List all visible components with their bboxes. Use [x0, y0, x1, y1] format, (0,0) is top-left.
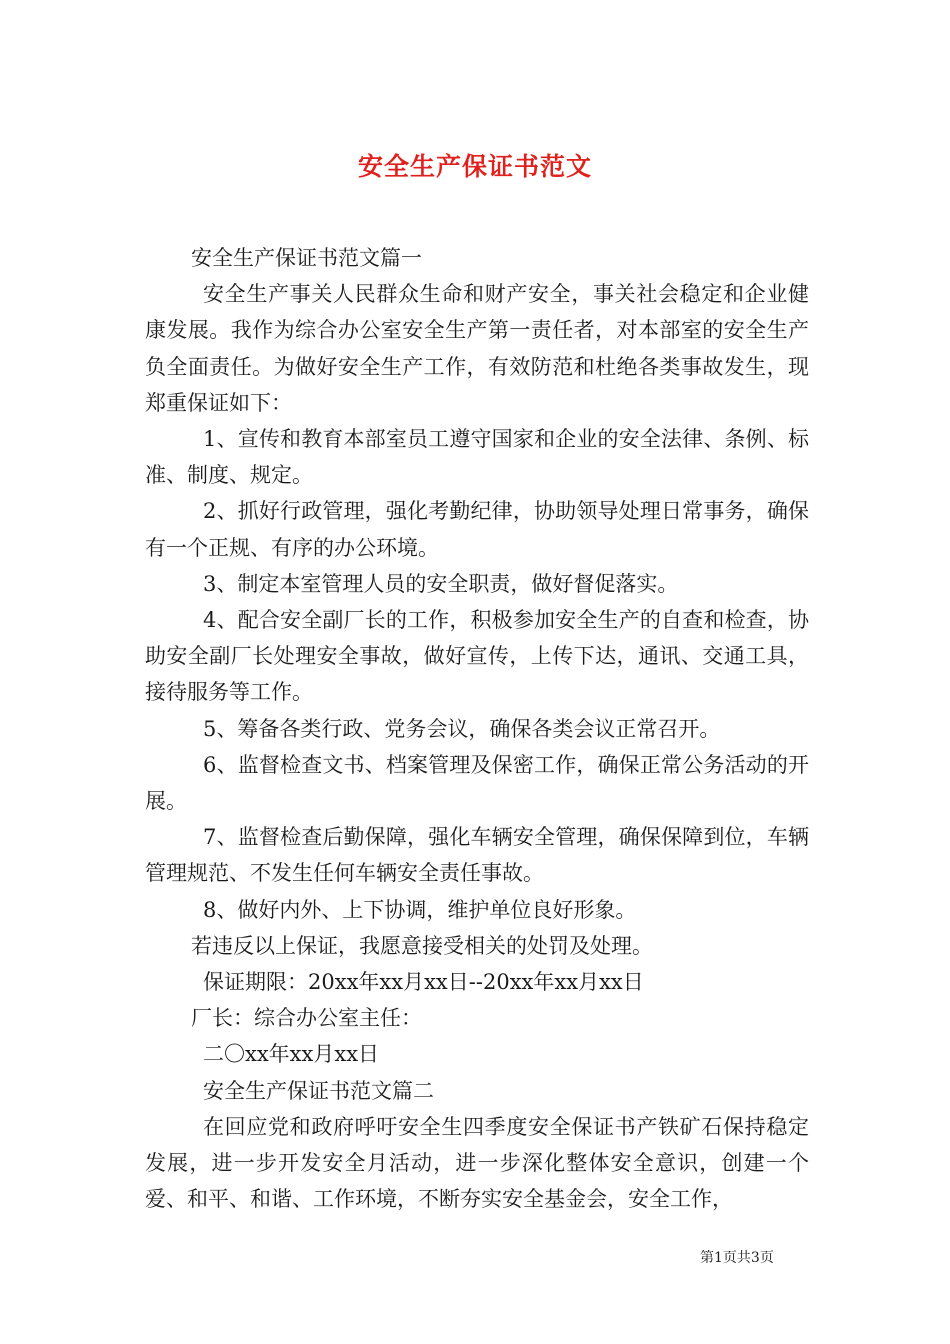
body-paragraph: 4、配合安全副厂长的工作，积极参加安全生产的自查和检查，协助安全副厂长处理安全事故，做好宣传，上传下达，通讯、交通工具，接待服务等工作。	[145, 608, 809, 705]
body-paragraph: 安全生产保证书范文篇一	[191, 246, 422, 270]
body-paragraph: 3、制定本室管理人员的安全职责，做好督促落实。	[203, 571, 679, 596]
body-paragraph: 6、监督检查文书、档案管理及保密工作，确保正常公务活动的开展。	[145, 752, 809, 814]
body-paragraph: 5、筹备各类行政、党务会议，确保各类会议正常召开。	[203, 716, 721, 741]
document-body	[145, 240, 809, 1217]
body-paragraph: 安全生产事关人民群众生命和财产安全，事关社会稳定和企业健康发展。我作为综合办公室安全生产第一责任者，对本部室的安全生产负全面责任。为做好安全生产工作，有效防范和杜绝各类事故发生，现郑重保证如下：	[145, 282, 809, 415]
body-paragraph: 7、监督检查后勤保障，强化车辆安全管理，确保保障到位，车辆管理规范、不发生任何车辆安全责任事故。	[145, 825, 809, 886]
body-paragraph: 2、抓好行政管理，强化考勤纪律，协助领导处理日常事务，确保有一个正规、有序的办公环境。	[145, 499, 809, 560]
body-paragraph: 厂长：综合办公室主任：	[191, 1006, 422, 1031]
page-title: 安全生产保证书范文	[357, 151, 592, 181]
body-paragraph: 保证期限：20xx年xx月xx日--20xx年xx月xx日	[203, 970, 644, 995]
body-paragraph: 1、宣传和教育本部室员工遵守国家和企业的安全法律、条例、标准、制度、规定。	[145, 427, 809, 488]
body-paragraph: 在回应党和政府呼吁安全生四季度安全保证书产铁矿石保持稳定发展，进一步开发安全月活动，进一步深化整体安全意识，创建一个爱、和平、和谐、工作环境，不断夯实安全基金会，安全工作，	[145, 1114, 809, 1212]
body-paragraph: 安全生产保证书范文篇二	[203, 1078, 434, 1103]
body-paragraph: 若违反以上保证，我愿意接受相关的处罚及处理。	[191, 933, 653, 958]
body-paragraph: 8、做好内外、上下协调，维护单位良好形象。	[203, 897, 637, 922]
body-paragraph: 二〇xx年xx月xx日	[203, 1042, 380, 1067]
page-number: 第1页共3页	[700, 1250, 774, 1266]
